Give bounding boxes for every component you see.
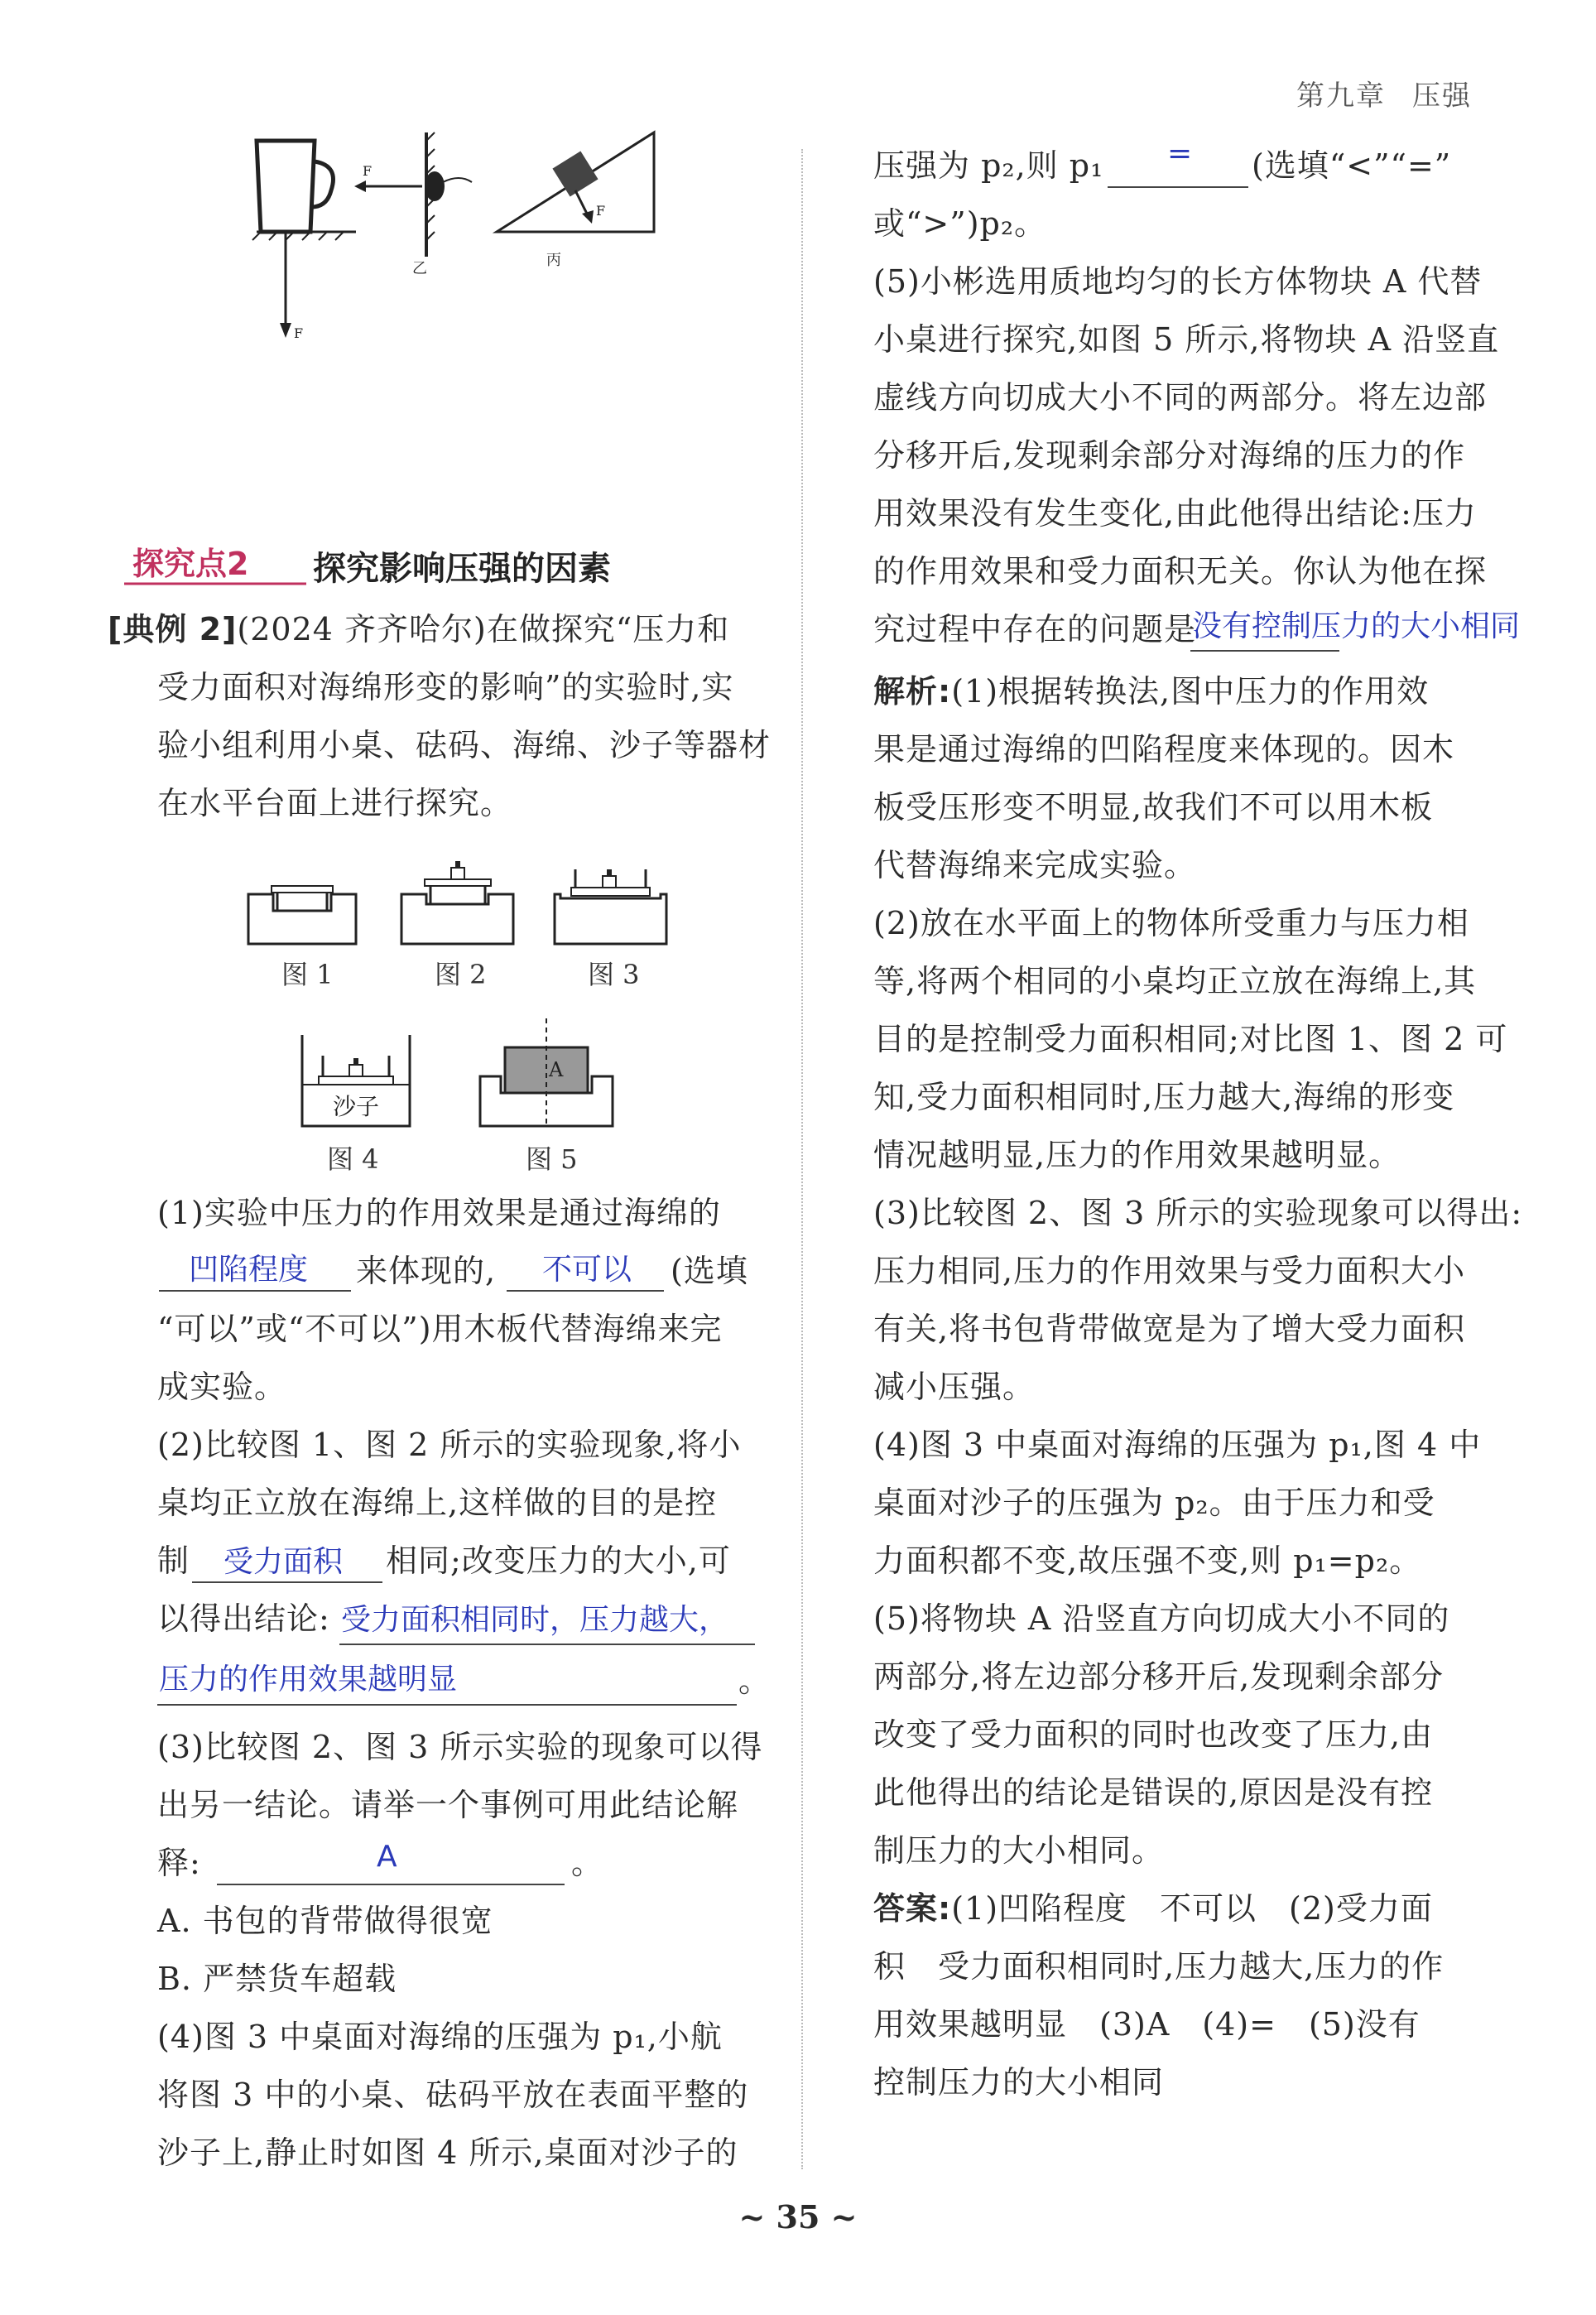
- q2-end: 。: [738, 1663, 772, 1699]
- block-label: A: [549, 1058, 564, 1081]
- q5-line-1: (5)小彬选用质地均匀的长方体物块 A 代替: [873, 263, 1483, 300]
- analysis-text-1: (1)根据转换法,图中压力的作用效: [951, 673, 1430, 710]
- figure-2: [401, 861, 513, 944]
- example-intro-1: (2024 齐齐哈尔)在做探究“压力和: [237, 611, 730, 647]
- q5-line-2: 小桌进行探究,如图 5 所示,将物块 A 沿竖直: [873, 321, 1500, 358]
- answer-line-4: 控制压力的大小相同: [873, 2064, 1165, 2101]
- page-header: [1270, 73, 1472, 113]
- figure-4-label: 图 4: [327, 1143, 379, 1175]
- q5-pre: 究过程中存在的问题是: [873, 611, 1197, 647]
- analysis-line-4: 代替海绵来完成实验。: [873, 847, 1197, 883]
- q1-line-3: “可以”或“不可以”)用木板代替海绵来完: [157, 1311, 723, 1347]
- figure-3: [555, 869, 666, 944]
- q3-option-a: A. 书包的背带做得很宽: [157, 1903, 493, 1939]
- q4-right-pre: 压强为 p₂,则 p₁: [873, 147, 1104, 184]
- q5-line-3: 虚线方向切成大小不同的两部分。将左边部: [873, 379, 1488, 416]
- topic-label: 压强: [1412, 79, 1472, 113]
- q2-post: 相同;改变压力的大小,可: [386, 1543, 731, 1579]
- q1-answer-2: 不可以: [542, 1253, 632, 1287]
- q1-line-1: (1)实验中压力的作用效果是通过海绵的: [157, 1195, 721, 1231]
- experiment-figures: [240, 853, 704, 1159]
- q3-end: 。: [571, 1845, 604, 1881]
- q4-right-answer: =: [1167, 137, 1193, 171]
- analysis-line-7: 目的是控制受力面积相同;对比图 1、图 2 可: [873, 1021, 1508, 1057]
- q1-blank-1: [159, 1290, 351, 1292]
- q2-line-4: 以得出结论:: [157, 1600, 330, 1637]
- q3-answer: A: [377, 1840, 397, 1874]
- analysis-line-10: (3)比较图 2、图 3 所示的实验现象可以得出:: [873, 1195, 1523, 1231]
- column-divider: [801, 149, 803, 2169]
- analysis-line-6: 等,将两个相同的小桌均正立放在海绵上,其: [873, 963, 1477, 999]
- q3-pre: 释:: [157, 1845, 201, 1881]
- figure-2-label: 图 2: [435, 959, 487, 990]
- analysis-line-5: (2)放在水平面上的物体所受重力与压力相: [873, 905, 1469, 941]
- q5-blank: [1190, 650, 1339, 652]
- analysis-line-8: 知,受力面积相同时,压力越大,海绵的形变: [873, 1079, 1455, 1115]
- page-number: ~ 35 ~: [738, 2198, 858, 2236]
- analysis-line-1: [873, 662, 1429, 720]
- answer-line-1: [873, 1879, 1433, 1937]
- q2-blank-2a: [339, 1644, 755, 1645]
- q2-line-2: 桌均正立放在海绵上,这样做的目的是控: [157, 1485, 718, 1521]
- analysis-label: 解析:: [873, 673, 952, 710]
- q3-blank: [217, 1884, 565, 1885]
- analysis-line-3: 板受压形变不明显,故我们不可以用木板: [873, 789, 1434, 825]
- analysis-line-2: 果是通过海绵的凹陷程度来体现的。因木: [873, 731, 1455, 768]
- q3-line-1: (3)比较图 2、图 3 所示实验的现象可以得: [157, 1729, 763, 1765]
- q4-right-blank: [1108, 186, 1248, 188]
- analysis-line-20: 此他得出的结论是错误的,原因是没有控: [873, 1774, 1434, 1811]
- example-intro-3: 验小组利用小桌、砝码、海绵、沙子等器材: [157, 727, 772, 763]
- analysis-line-9: 情况越明显,压力的作用效果越明显。: [873, 1137, 1401, 1173]
- q2-pre: 制: [157, 1543, 190, 1579]
- analysis-line-17: (5)将物块 A 沿竖直方向切成大小不同的: [873, 1600, 1450, 1637]
- q4-line-1: (4)图 3 中桌面对海绵的压强为 p₁,小航: [157, 2019, 723, 2055]
- sand-label: 沙子: [333, 1093, 380, 1120]
- figure-1: [248, 886, 356, 944]
- q4-right-line-2: 或“>”)p₂。: [873, 205, 1047, 242]
- force-label-incline: F: [596, 203, 606, 219]
- q2-answer-2b: 压力的作用效果越明显: [159, 1663, 458, 1697]
- analysis-line-19: 改变了受力面积的同时也改变了压力,由: [873, 1716, 1434, 1753]
- figure-5: [480, 1018, 613, 1126]
- figure-4: [302, 1035, 410, 1126]
- force-diagram-figure: [224, 124, 687, 356]
- q5-line-5: 用效果没有发生变化,由此他得出结论:压力: [873, 495, 1477, 532]
- q1-answer-1: 凹陷程度: [189, 1253, 309, 1287]
- label-yi: 乙: [412, 260, 427, 277]
- answer-text-1: (1)凹陷程度 不可以 (2)受力面: [951, 1890, 1433, 1927]
- q1-blank-2: [507, 1290, 664, 1292]
- q3-option-b: B. 严禁货车超载: [157, 1961, 397, 1997]
- q2-answer-2a: 受力面积相同时，压力越大，: [341, 1603, 729, 1637]
- q3-line-2: 出另一结论。请举一个事例可用此结论解: [157, 1787, 739, 1823]
- analysis-line-14: (4)图 3 中桌面对海绵的压强为 p₁,图 4 中: [873, 1427, 1482, 1463]
- q5-line-6: 的作用效果和受力面积无关。你认为他在探: [873, 553, 1488, 590]
- q1-mid: 来体现的,: [356, 1253, 497, 1289]
- badge-underline: [124, 580, 306, 588]
- chapter-label: 第九章: [1296, 79, 1386, 113]
- example-intro-2: 受力面积对海绵形变的影响”的实验时,实: [157, 669, 734, 705]
- section-badge: 探究点2: [132, 546, 249, 582]
- q2-line-1: (2)比较图 1、图 2 所示的实验现象,将小: [157, 1427, 742, 1463]
- figure-5-label: 图 5: [526, 1143, 578, 1175]
- analysis-line-11: 压力相同,压力的作用效果与受力面积大小: [873, 1253, 1466, 1289]
- example-tag: [典例 2]: [108, 611, 238, 647]
- example-intro-4: 在水平台面上进行探究。: [157, 785, 513, 821]
- section-title: 探究影响压强的因素: [313, 550, 611, 588]
- analysis-line-12: 有关,将书包背带做宽是为了增大受力面积: [873, 1311, 1466, 1347]
- q2-answer-1: 受力面积: [224, 1545, 344, 1579]
- analysis-line-13: 减小压强。: [873, 1369, 1036, 1405]
- label-bing: 丙: [546, 252, 561, 269]
- figure-1-label: 图 1: [281, 959, 334, 990]
- example-line-1: [108, 600, 729, 658]
- q5-answer: 没有控制压力的大小相同: [1192, 609, 1521, 643]
- answer-line-2: 积 受力面积相同时,压力越大,压力的作: [873, 1948, 1445, 1985]
- q4-line-3: 沙子上,静止时如图 4 所示,桌面对沙子的: [157, 2135, 738, 2171]
- figure-3-label: 图 3: [588, 959, 640, 990]
- force-label-left: F: [363, 163, 373, 179]
- analysis-line-18: 两部分,将左边部分移开后,发现剩余部分: [873, 1658, 1445, 1695]
- q1-line-4: 成实验。: [157, 1369, 287, 1405]
- q4-line-2: 将图 3 中的小桌、砝码平放在表面平整的: [157, 2077, 749, 2113]
- q2-blank-1: [192, 1581, 382, 1583]
- q2-blank-2b: [157, 1704, 737, 1706]
- analysis-line-21: 制压力的大小相同。: [873, 1832, 1165, 1869]
- q4-right-post: (选填“<”“=”: [1252, 147, 1452, 184]
- analysis-line-15: 桌面对沙子的压强为 p₂。由于压力和受: [873, 1485, 1435, 1521]
- force-label-down: F: [294, 325, 304, 341]
- answer-label: 答案:: [873, 1890, 952, 1927]
- q1-tail: (选填: [671, 1253, 748, 1289]
- q5-line-4: 分移开后,发现剩余部分对海绵的压力的作: [873, 437, 1466, 474]
- analysis-line-16: 力面积都不变,故压强不变,则 p₁=p₂。: [873, 1543, 1422, 1579]
- answer-line-3: 用效果越明显 (3)A (4)= (5)没有: [873, 2006, 1421, 2043]
